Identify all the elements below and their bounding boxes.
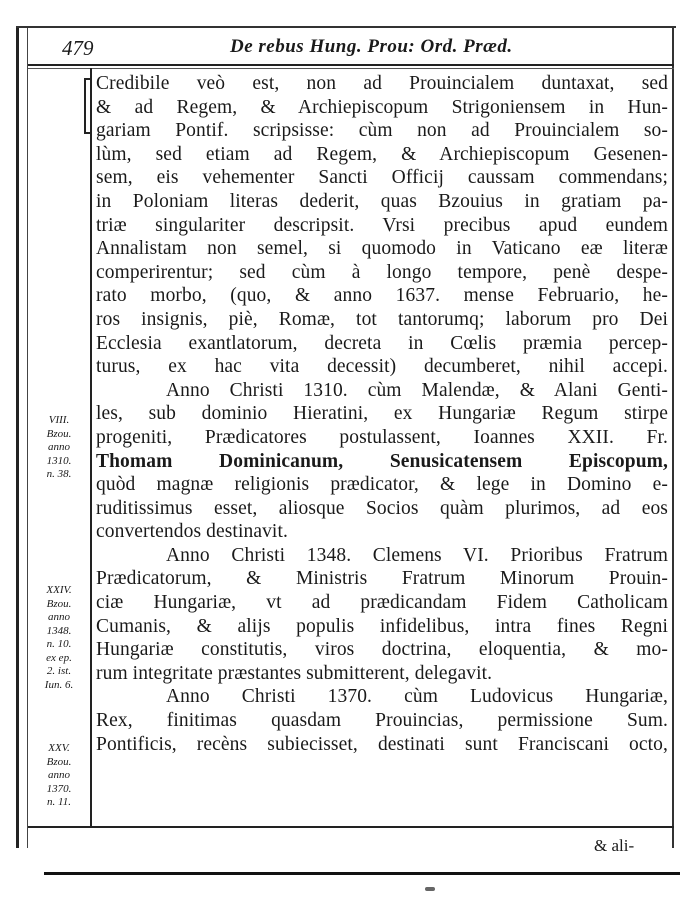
- text-line: Hungariæ constitutis, viros doctrina, eloquentia, & mo-: [96, 639, 668, 661]
- body-text: [96, 72, 668, 756]
- text-line: Anno Christi 1370. cùm Ludovicus Hungariæ,: [166, 686, 668, 708]
- margin-note-line: 1370.: [46, 782, 72, 795]
- text-line: convertendos destinavit.: [96, 521, 288, 543]
- text-line: Rex, finitimas quasdam Prouincias, permissione Sum.: [96, 710, 668, 732]
- frame-left-rule: [16, 28, 19, 848]
- margin-note-1: [32, 414, 86, 482]
- ink-speck: [425, 887, 435, 891]
- margin-note-line: 1310.: [46, 454, 72, 467]
- margin-note-line: 1348.: [46, 624, 72, 637]
- margin-note-line: Bzou.: [46, 755, 72, 768]
- text-line: Anno Christi 1310. cùm Malendæ, & Alani Genti-: [166, 379, 668, 401]
- margin-divider-rule: [90, 68, 92, 828]
- text-line: Anno Christi 1348. Clemens VI. Prioribus Fratrum: [166, 544, 668, 566]
- margin-note-line: anno: [48, 441, 70, 453]
- text-line: Thomam Dominicanum, Senusicatensem Episcopum,: [96, 450, 668, 472]
- margin-note-line: n. 38.: [46, 468, 72, 480]
- text-line: ros insignis, piè, Romæ, tot tantorumq; laborum pro Dei: [96, 308, 668, 330]
- text-line: triæ singulariter descripsit. Vrsi precibus apud eundem: [96, 214, 668, 236]
- frame-top-rule: [16, 26, 676, 28]
- margin-note-line: ex ep.: [46, 651, 72, 664]
- text-line: comperirentur; sed cùm à longo tempore, penè despe-: [96, 261, 668, 283]
- text-line: rato morbo, (quo, & anno 1637. mense Februario, he-: [96, 285, 668, 307]
- margin-note-line: n. 10.: [46, 638, 72, 650]
- text-line: lùm, sed etiam ad Regem, & Archiepiscopum Gesenen-: [96, 143, 668, 165]
- page-header: [40, 36, 660, 60]
- text-line: sem, eis vehementer Sancti Officij caussam commendans;: [96, 167, 668, 189]
- margin-note-line: n. 11.: [47, 796, 71, 808]
- margin-note-line: anno: [48, 611, 70, 623]
- text-line: Credibile veò est, non ad Prouincialem duntaxat, sed: [96, 73, 668, 94]
- margin-note-3: [32, 742, 86, 810]
- running-title: De rebus Hung. Prou: Ord. Præd.: [230, 36, 513, 57]
- margin-note-line: VIII.: [48, 414, 70, 426]
- header-rule: [28, 64, 674, 66]
- margin-note-line: 2. ist.: [46, 665, 72, 677]
- margin-note-2: [32, 584, 86, 692]
- text-line: Prædicatorum, & Ministris Fratrum Minorum Prouin-: [96, 568, 668, 590]
- bottom-rule: [44, 872, 680, 875]
- margin-note-line: Bzou.: [46, 427, 72, 440]
- text-line: Ecclesia exantlatorum, decreta in Cœlis præmia percep-: [96, 332, 668, 354]
- text-line: les, sub dominio Hieratini, ex Hungariæ Regum stirpe: [96, 403, 668, 425]
- text-line: turus, ex hac vita decessit) decumberet, nihil accepi.: [96, 356, 668, 378]
- text-line: quòd magnæ religionis prædicator, & lege in Domino e-: [96, 474, 668, 496]
- frame-left-inner-rule: [27, 28, 28, 848]
- text-line: rum integritate præstantes submitterent, delegavit.: [96, 662, 493, 684]
- margin-note-line: Bzou.: [46, 597, 72, 610]
- frame-right-rule: [672, 28, 674, 848]
- header-rule-thin: [28, 68, 674, 69]
- margin-note-line: XXIV.: [46, 584, 72, 596]
- text-line: ruditissimus esset, aliosque Socios quàm plurimos, ad eos: [96, 497, 668, 519]
- text-line: Cumanis, & alijs populis infidelibus, intra fines Regni: [96, 615, 668, 637]
- margin-note-line: XXV.: [48, 742, 70, 754]
- text-line: in Poloniam literas dederit, quas Bzouius in gratiam pa-: [96, 190, 668, 212]
- footer-rule: [28, 826, 674, 828]
- text-line: ciæ Hungariæ, vt ad prædicandam Fidem Catholicam: [96, 592, 668, 614]
- text-line: Annalistam non semel, si quomodo in Vaticano eæ literæ: [96, 238, 668, 260]
- text-line: gariam Pontif. scripsisse: cùm non ad Prouincialem so-: [96, 120, 668, 142]
- quote-bracket: [84, 78, 92, 134]
- margin-note-line: anno: [48, 769, 70, 781]
- text-line: progeniti, Prædicatores postulassent, Ioannes XXII. Fr.: [96, 426, 668, 448]
- text-line: & ad Regem, & Archiepiscopum Strigoniensem in Hun-: [96, 96, 668, 118]
- catchword: & ali-: [594, 836, 635, 855]
- page-number: 479: [62, 36, 94, 60]
- text-line: Pontificis, recèns subiecisset, destinati sunt Franciscani octo,: [96, 733, 668, 755]
- margin-note-line: Iun. 6.: [44, 678, 74, 691]
